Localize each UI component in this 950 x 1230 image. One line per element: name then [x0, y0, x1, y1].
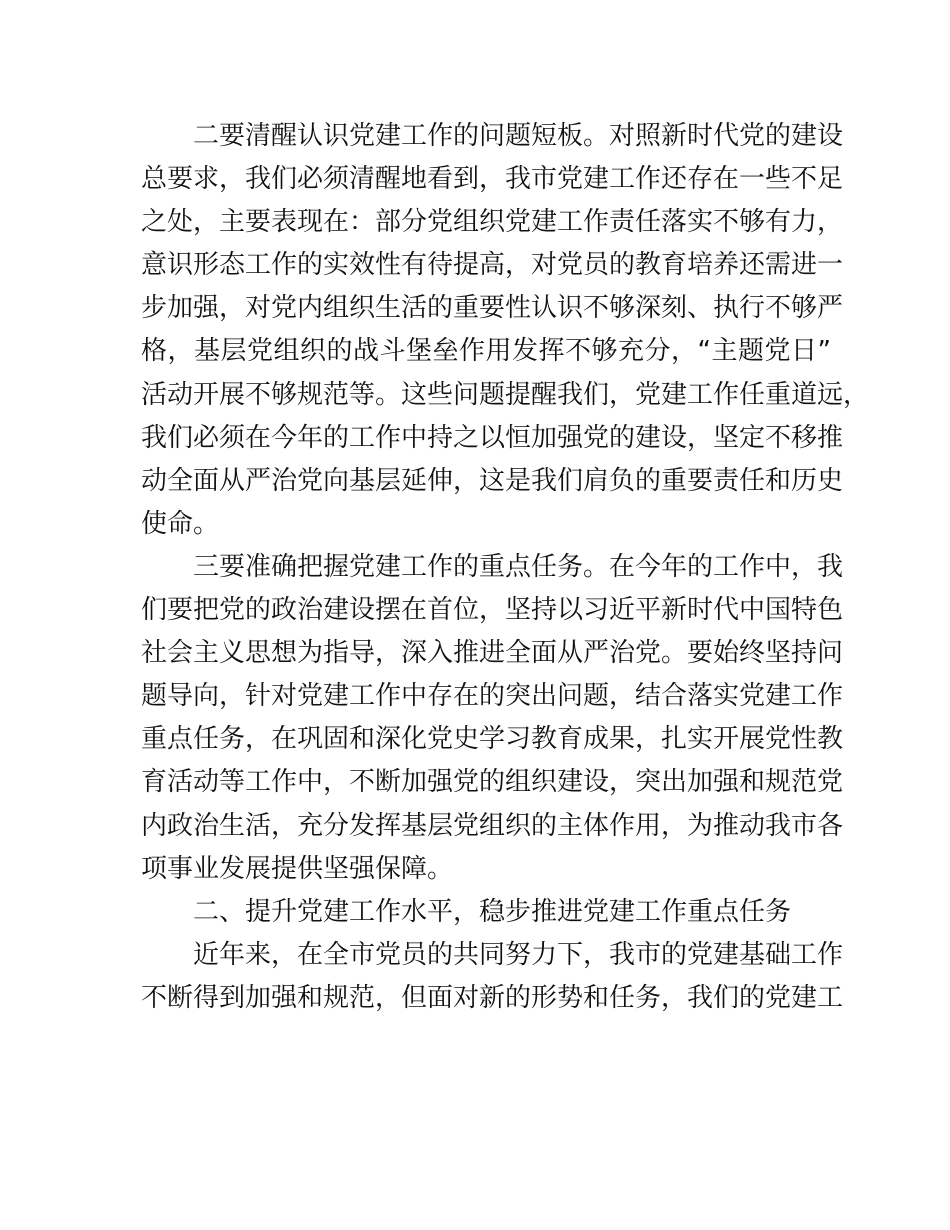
text-line: 二要清醒认识党建工作的问题短板。对照新时代党的建设 [193, 121, 844, 151]
text-line: 不断得到加强和规范，但面对新的形势和任务，我们的党建工 [141, 982, 844, 1013]
text-line: 内政治生活，充分发挥基层党组织的主体作用，为推动我市各 [141, 810, 844, 841]
heading-text: 二、提升党建工作水平，稳步推进党建工作重点任务 [193, 896, 792, 927]
text-line: 之处，主要表现在：部分党组织党建工作责任落实不够有力， [141, 207, 844, 238]
text-line: 三要准确把握党建工作的重点任务。在今年的工作中，我 [193, 551, 844, 582]
paragraph-recent-years [141, 934, 844, 1020]
text-line: 总要求，我们必须清醒地看到，我市党建工作还存在一些不足 [141, 164, 844, 195]
text-line: 近年来，在全市党员的共同努力下，我市的党建基础工作 [193, 939, 844, 970]
text-line: 项事业发展提供坚强保障。 [141, 853, 454, 884]
text-line: 使命。 [141, 508, 220, 539]
text-line: 格，基层党组织的战斗堡垒作用发挥不够充分，“主题党日” [141, 336, 831, 367]
text-line: 我们必须在今年的工作中持之以恒加强党的建设，坚定不移推 [141, 422, 844, 453]
text-line: 社会主义思想为指导，深入推进全面从严治党。要始终坚持问 [141, 638, 844, 669]
text-line: 题导向，针对党建工作中存在的突出问题，结合落实党建工作 [141, 681, 844, 712]
section-heading [141, 891, 831, 934]
text-line: 育活动等工作中，不断加强党的组织建设，突出加强和规范党 [141, 767, 844, 798]
text-line: 步加强，对党内组织生活的重要性认识不够深刻、执行不够严 [141, 293, 844, 324]
text-line: 们要把党的政治建设摆在首位，坚持以习近平新时代中国特色 [141, 595, 844, 626]
text-line: 动全面从严治党向基层延伸，这是我们肩负的重要责任和历史 [141, 465, 844, 496]
paragraph-problems [141, 115, 870, 546]
text-line: 意识形态工作的实效性有待提高，对党员的教育培养还需进一 [141, 250, 844, 281]
text-line: 活动开展不够规范等。这些问题提醒我们，党建工作任重道远， [141, 379, 870, 410]
document-body [141, 115, 870, 1020]
text-line: 重点任务，在巩固和深化党史学习教育成果，扎实开展党性教 [141, 724, 844, 755]
paragraph-key-tasks [141, 546, 844, 891]
